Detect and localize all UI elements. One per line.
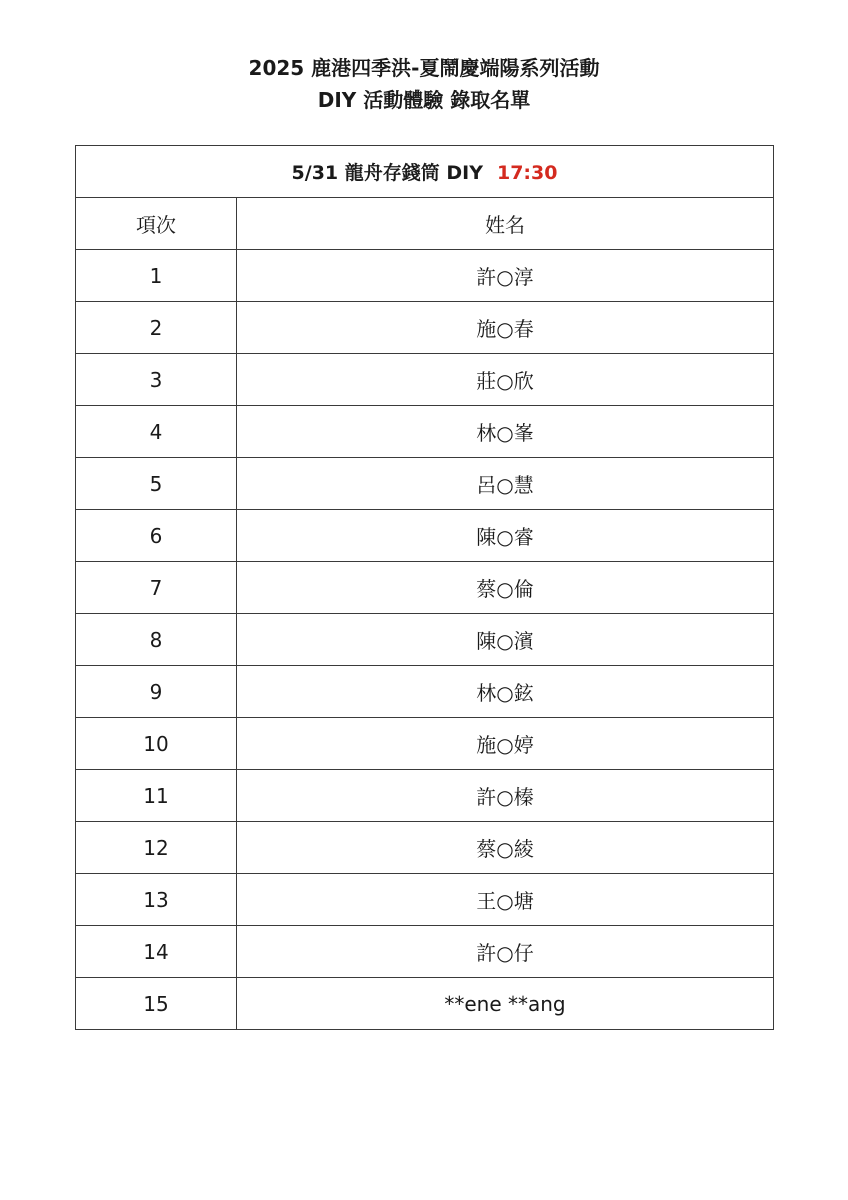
row-number: 9 bbox=[76, 666, 237, 718]
row-number: 7 bbox=[76, 562, 237, 614]
table-row bbox=[76, 666, 774, 718]
row-number: 12 bbox=[76, 822, 237, 874]
row-number: 15 bbox=[76, 978, 237, 1030]
row-name: 陳○睿 bbox=[237, 510, 774, 562]
row-name: 施○婷 bbox=[237, 718, 774, 770]
row-number: 1 bbox=[76, 250, 237, 302]
table-row bbox=[76, 406, 774, 458]
table-row bbox=[76, 718, 774, 770]
row-name: 許○榛 bbox=[237, 770, 774, 822]
table-row bbox=[76, 302, 774, 354]
session-label: 5/31 龍舟存錢筒 DIY bbox=[291, 162, 483, 184]
row-number: 4 bbox=[76, 406, 237, 458]
row-name: 蔡○綾 bbox=[237, 822, 774, 874]
table-row bbox=[76, 926, 774, 978]
document-subtitle: DIY 活動體驗 錄取名單 bbox=[317, 88, 531, 112]
row-number: 6 bbox=[76, 510, 237, 562]
row-name: 呂○慧 bbox=[237, 458, 774, 510]
row-name: 莊○欣 bbox=[237, 354, 774, 406]
row-name: 蔡○倫 bbox=[237, 562, 774, 614]
column-header-name: 姓名 bbox=[237, 198, 774, 250]
row-number: 14 bbox=[76, 926, 237, 978]
row-name: 許○淳 bbox=[237, 250, 774, 302]
table-row bbox=[76, 874, 774, 926]
row-name: 陳○濱 bbox=[237, 614, 774, 666]
row-name: 施○春 bbox=[237, 302, 774, 354]
row-number: 3 bbox=[76, 354, 237, 406]
table-row bbox=[76, 562, 774, 614]
table-row bbox=[76, 614, 774, 666]
table-row bbox=[76, 770, 774, 822]
table-row bbox=[76, 354, 774, 406]
column-header-row bbox=[76, 198, 774, 250]
row-name: 林○鉉 bbox=[237, 666, 774, 718]
table-row bbox=[76, 250, 774, 302]
session-header-row bbox=[76, 146, 774, 198]
session-header-cell bbox=[76, 146, 774, 198]
session-time: 17:30 bbox=[496, 162, 558, 184]
row-number: 8 bbox=[76, 614, 237, 666]
table-row bbox=[76, 978, 774, 1030]
row-name: **ene **ang bbox=[237, 978, 774, 1030]
table-row bbox=[76, 510, 774, 562]
row-name: 林○峯 bbox=[237, 406, 774, 458]
row-number: 13 bbox=[76, 874, 237, 926]
row-number: 10 bbox=[76, 718, 237, 770]
column-header-number: 項次 bbox=[76, 198, 237, 250]
row-number: 11 bbox=[76, 770, 237, 822]
document-title: 2025 鹿港四季洪-夏鬧慶端陽系列活動 bbox=[248, 56, 600, 80]
table-row bbox=[76, 458, 774, 510]
admission-list-table bbox=[75, 145, 774, 1030]
row-number: 5 bbox=[76, 458, 237, 510]
table-row bbox=[76, 822, 774, 874]
row-number: 2 bbox=[76, 302, 237, 354]
row-name: 許○仔 bbox=[237, 926, 774, 978]
row-name: 王○塘 bbox=[237, 874, 774, 926]
